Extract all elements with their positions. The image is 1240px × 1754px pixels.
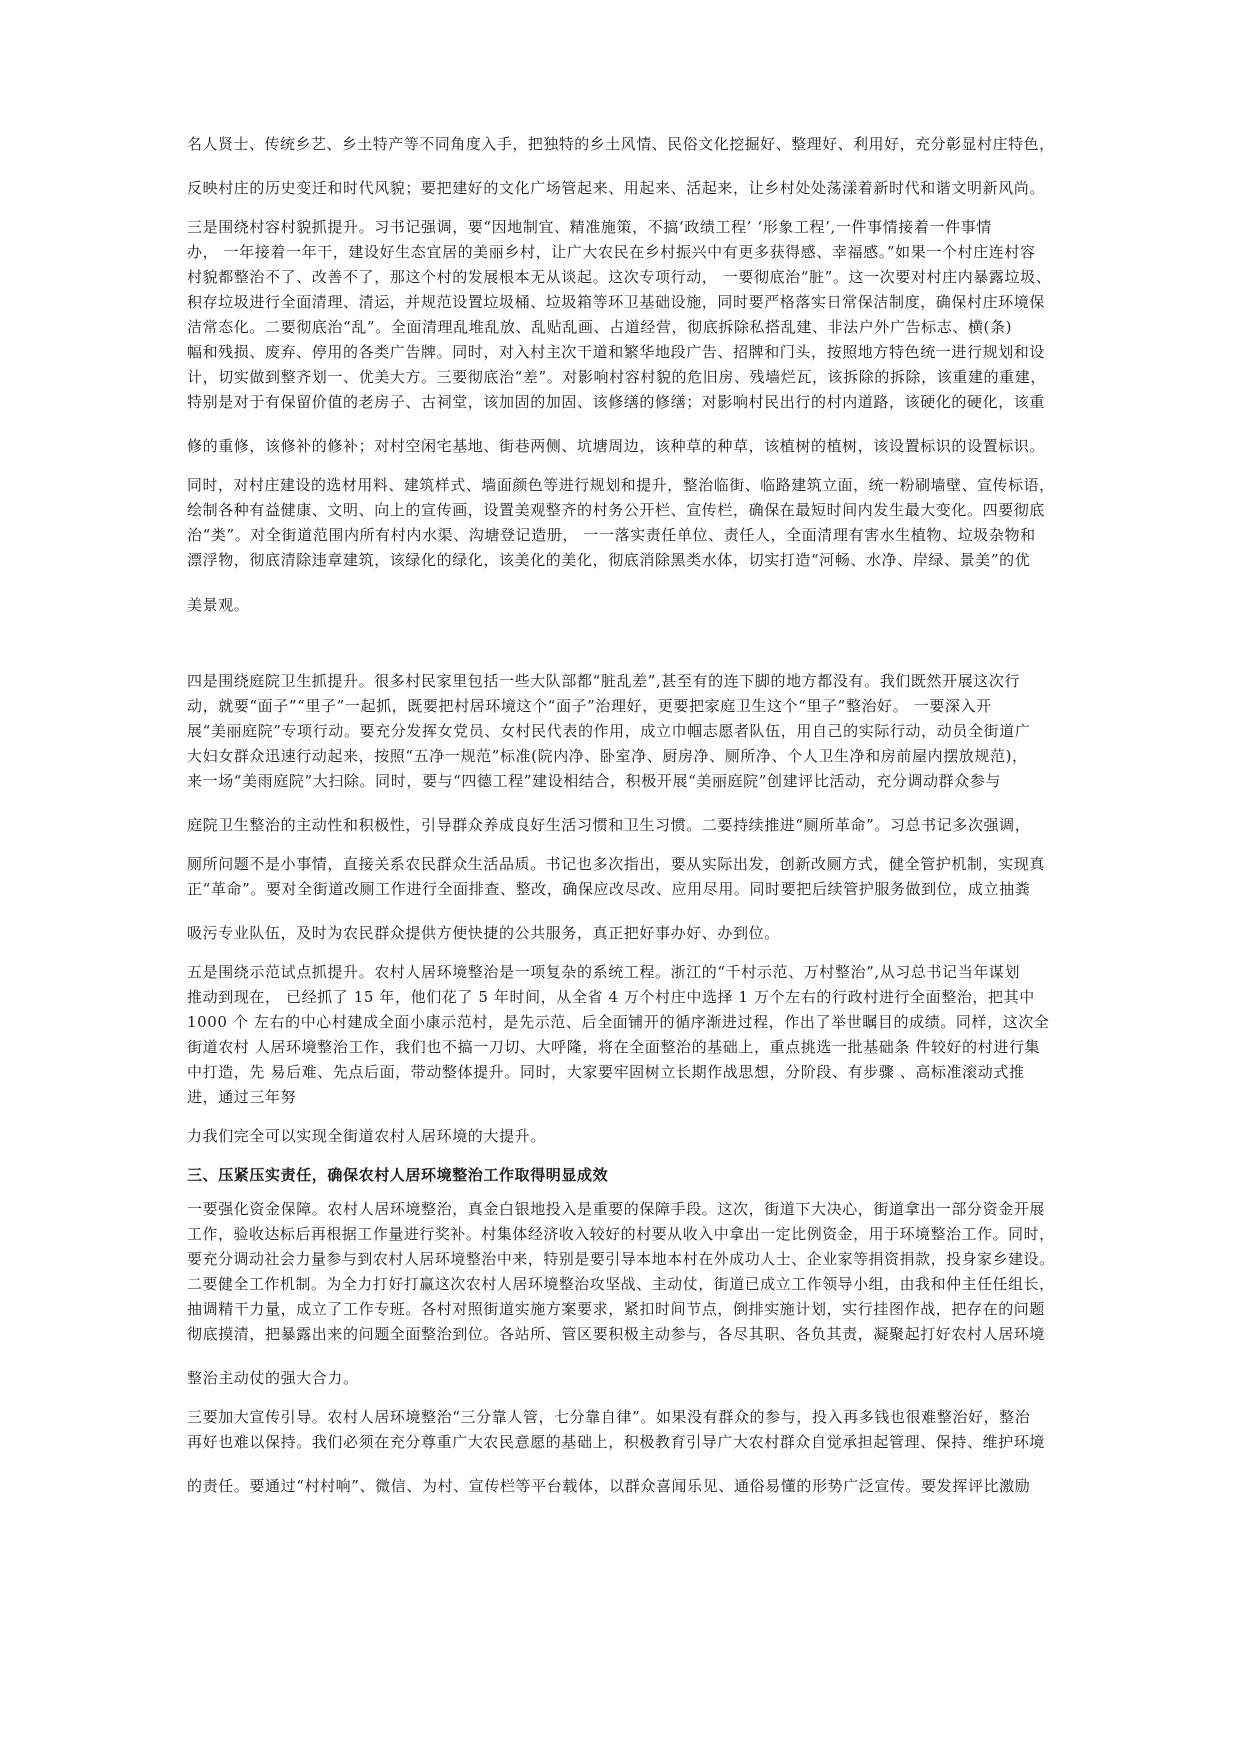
text-line: 漂浮物，彻底清除违章建筑，该绿化的绿化，该美化的美化，彻底消除黑类水体，切实打造“河畅、水净、岸绿、景美”的优	[187, 551, 1031, 569]
text-line: 要充分调动社会力量参与到农村人居环境整治中来，特别是要引导本地本村在外成功人士、企业家等捐资捐款，投身家乡建设。	[187, 1250, 1055, 1268]
text-line: 正“革命”。要对全街道改厕工作进行全面排查、整改，确保应改尽改、应用尽用。同时要把后续管护服务做到位，成立抽粪	[187, 880, 1031, 898]
text-line: 名人贤士、传统乡艺、乡土特产等不同角度入手，把独特的乡土风情、民俗文化挖掘好、整理好、利用好，充分彰显村庄特色，	[187, 135, 1055, 153]
text-line: 美景观。	[187, 596, 250, 614]
text-line: 三要加大宣传引导。农村人居环境整治“三分靠人管，七分靠自律”。如果没有群众的参与，投入再多钱也很难整治好，整治	[187, 1408, 1031, 1426]
text-line: 厕所问题不是小事情，直接关系农民群众生活品质。书记也多次指出，要从实际出发，创新改厕方式，健全管护机制，实现真	[187, 855, 1046, 873]
text-line: 进，通过三年努	[187, 1088, 297, 1106]
text-line: 来一场“美雨庭院”大扫除。同时，要与“四德工程”建设相结合，积极开展“美丽庭院”创建评比活动，充分调动群众参与	[187, 772, 1002, 790]
text-line: 抽调精干力量，成立了工作专班。各村对照街道实施方案要求，紧扣时间节点，倒排实施计划，实行挂图作战，把存在的问题	[187, 1300, 1046, 1318]
text-line: 二要健全工作机制。为全力打好打赢这次农村人居环境整治攻坚战、主动仗，街道已成立工作领导小组，由我和仲主任任组长，	[187, 1275, 1055, 1293]
text-line: 1000 个 左右的中心村建成全面小康示范村，是先示范、后全面铺开的循序渐进过程，作出了举世瞩目的成绩。同样，这次全	[187, 1013, 1050, 1031]
text-line: 街道农村 人居环境整治工作，我们也不搞一刀切、大呼隆，将在全面整治的基础上，重点挑选一批基础条 件较好的村进行集	[187, 1038, 1041, 1056]
text-line: 中打造，先 易后难、先点后面，带动整体提升。同时，大家要牢固树立长期作战思想，分阶段、有步骤 、高标准滚动式推	[187, 1063, 1025, 1081]
text-line: 庭院卫生整治的主动性和积极性，引导群众养成良好生活习惯和卫生习惯。二要持续推进“厕所革命”。习总书记多次强调，	[187, 816, 1031, 834]
text-line: 同时，对村庄建设的选材用料、建筑样式、墙面颜色等进行规划和提升，整治临街、临路建筑立面，统一粉刷墙壁、宣传标语，	[187, 476, 1055, 494]
text-line: 五是围绕示范试点抓提升。农村人居环境整治是一项复杂的系统工程。浙江的“千村示范、万村整治”,从习总书记当年谋划	[187, 963, 1021, 981]
text-line: 工作，验收达标后再根据工作量进行奖补。村集体经济收入较好的村要从收入中拿出一定比例资金，用于环境整治工作。同时，	[187, 1225, 1055, 1243]
text-line: 动，就要“面子”“里子”一起抓，既要把村居环境这个“面子”治理好，更要把家庭卫生这个“里子”整治好。 一要深入开	[187, 697, 992, 715]
text-line: 整治主动仗的强大合力。	[187, 1369, 359, 1387]
text-line: 吸污专业队伍，及时为农民群众提供方便快捷的公共服务，真正把好事办好、办到位。	[187, 924, 780, 942]
text-line: 彻底摸清，把暴露出来的问题全面整治到位。各站所、管区要积极主动参与，各尽其职、各负其责，凝聚起打好农村人居环境	[187, 1325, 1046, 1343]
text-line: 治“类”。对全街道范围内所有村内水渠、沟塘登记造册， 一一落实责任单位、责任人，全面清理有害水生植物、垃圾杂物和	[187, 526, 1036, 544]
section-heading: 三、压紧压实责任，确保农村人居环境整治工作取得明显成效	[187, 1166, 609, 1184]
text-line: 村貌都整治不了、改善不了，那这个村的发展根本无从谈起。这次专项行动， 一要彻底治“脏”。这一次要对村庄内暴露垃圾、	[187, 268, 1052, 286]
text-line: 力我们完全可以实现全街道农村人居环境的大提升。	[187, 1127, 546, 1145]
text-line: 绘制各种有益健康、文明、向上的宣传画，设置美观整齐的村务公开栏、宣传栏，确保在最短时间内发生最大变化。四要彻底	[187, 501, 1046, 519]
text-line: 修的重修，该修补的修补；对村空闲宅基地、街巷两侧、坑塘周边，该种草的种草，该植树的植树，该设置标识的设置标识。	[187, 437, 1046, 455]
text-line: 三是围绕村容村貌抓提升。习书记强调，要“因地制宜、精准施策，不搞‘政绩工程’ ‘形象工程’,一件事情接着一件事情	[187, 218, 992, 236]
text-line: 展“美丽庭院”专项行动。要充分发挥女党员、女村民代表的作用，成立巾帼志愿者队伍，用自己的实际行动，动员全街道广	[187, 722, 1031, 740]
text-line: 的责任。要通过“村村响”、微信、为村、宣传栏等平台载体，以群众喜闻乐见、通俗易懂的形势广泛宣传。要发挥评比激励	[187, 1477, 1031, 1495]
text-line: 大妇女群众迅速行动起来，按照“五净一规范”标准(院内净、卧室净、厨房净、厕所净、个人卫生净和房前屋内摆放规范)，	[187, 747, 1028, 765]
text-line: 特别是对于有保留价值的老房子、古祠堂，该加固的加固、该修缮的修缮；对影响村民出行的村内道路，该硬化的硬化，该重	[187, 393, 1046, 411]
text-line: 计，切实做到整齐划一、优美大方。三要彻底治“差”。对影响村容村貌的危旧房、残墙烂瓦，该拆除的拆除，该重建的重建，	[187, 368, 1046, 386]
text-line: 幅和残损、废弃、停用的各类广告牌。同时，对入村主次干道和繁华地段广告、招牌和门头，按照地方特色统一进行规划和设	[187, 343, 1046, 361]
text-line: 推动到现在， 已经抓了 15 年，他们花了 5 年时间，从全省 4 万个村庄中选择 1 万个左右的行政村进行全面整治，把其中	[187, 988, 1035, 1006]
text-line: 四是围绕庭院卫生抓提升。很多村民家里包括一些大队部都“脏乱差”,甚至有的连下脚的地方都没有。我们既然开展这次行	[187, 672, 1021, 690]
text-line: 一要强化资金保障。农村人居环境整治，真金白银地投入是重要的保障手段。这次，街道下大决心，街道拿出一部分资金开展	[187, 1200, 1046, 1218]
text-line: 反映村庄的历史变迁和时代风貌；要把建好的文化广场管起来、用起来、活起来，让乡村处处荡漾着新时代和谐文明新风尚。	[187, 179, 1046, 197]
text-line: 再好也难以保持。我们必须在充分尊重广大农民意愿的基础上，积极教育引导广大农村群众自觉承担起管理、保持、维护环境	[187, 1433, 1046, 1451]
text-line: 洁常态化。二要彻底治“乱”。全面清理乱堆乱放、乱贴乱画、占道经营，彻底拆除私搭乱建、非法户外广告标志、横(条)	[187, 318, 1013, 336]
text-line: 办， 一年接着一年干，建设好生态宜居的美丽乡村，让广大农民在乡村振兴中有更多获得感、幸福感。”如果一个村庄连村容	[187, 243, 1036, 261]
text-line: 积存垃圾进行全面清理、清运，并规范设置垃圾桶、垃圾箱等环卫基础设施，同时要严格落实日常保洁制度，确保村庄环境保	[187, 293, 1046, 311]
